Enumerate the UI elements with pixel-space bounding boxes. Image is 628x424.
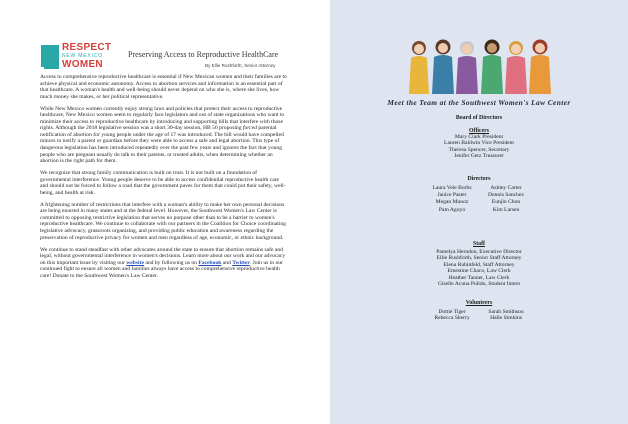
director-name: Eunjin Chon [491,199,521,206]
respect-nm-women-logo [40,42,116,74]
directors-heading: Directors [467,176,491,182]
logo-respect-text: RESPECT [62,42,112,53]
officer-name: Mary Clark President [454,134,504,140]
director-name: Pam Agoyo [438,206,466,213]
staff-member: Giselle Acuna Pulido, Student Intern [437,281,521,288]
website-link[interactable]: website [126,259,144,266]
volunteer-name: Dottie Tiger [438,309,466,315]
team-headline: Meet the Team at the Southwest Women's Law Center [387,98,571,107]
newsletter-right-page [330,0,628,424]
twitter-link[interactable]: Twitter [232,259,250,266]
officer-name: Theresa Spencer, Secretary [448,146,510,153]
officer-name: Lauren Baldwin Vice President [444,140,514,147]
director-name: Kim Larsen [492,206,520,213]
volunteers-section [330,300,628,322]
directors-section [330,176,628,214]
board-of-directors-heading: Board of Directors [455,115,503,121]
article-paragraph: A frightening number of restrictions that interfere with a woman's ability to make her own personal decisions are being enacted in many states and at the federal level. However, the Southwest Women's Law Center is committed to opposing restrictive legislation that serves no purpose other than to be a barrier to women's reproductive healthcare. We continue to collaborate with our partners in the Coalition for Choice coordinating legislative advocacy, grassroots organizing, and providing public education and awareness regarding the preservation of reproductive privacy for women and men regardless of age, economic, or ethnic background. [40,201,286,241]
staff-heading: Staff [473,241,485,247]
director-name: Janice Paster [437,192,467,199]
team-women-illustration [405,36,555,94]
volunteer-name: Halle Simkins [490,315,522,322]
article-paragraph: We continue to stand steadfast with other advocates around the state to ensure that abortion remains safe and legal, without governmental interference in women's decisions. Learn more about our work and our advocacy on this important issue by visiting our website and by following us on Facebook and Twitter. Join us in our continued fight to ensure all women and families always have access to comprehensive reproductive health care! Donate to the Southwest Women's Law Center. [40,246,286,279]
facebook-link[interactable]: Facebook [198,259,222,266]
logo-women-text: WOMEN [62,59,103,70]
officers-heading: Officers [469,128,489,134]
officers-section [330,128,628,160]
staff-member: Heather Tanner, Law Clerk [448,274,510,281]
director-name: Laura Vele Burbs [432,185,472,191]
new-mexico-state-icon [40,44,60,70]
staff-member: Ellie Rushforth, Senior Staff Attorney [436,255,522,262]
director-name: Ashley Carter [490,185,522,191]
staff-member: Pamelya Herndon, Executive Director [436,249,522,255]
volunteer-name: Sarah Smithson [488,309,524,315]
article-paragraph: We recognize that strong family communication is built on trust. It is not built on a foundation of governmental interference. Young people deserve to be able to access confidential reproductive health care and should not be forced to follow a road that the government paves for them that could put their safety, well-being, and health at risk. [40,170,286,196]
article-byline: By Ellie Rushforth, Senior Attorney [205,63,276,68]
officer-name: Jenifer Getz Treasurer [454,153,504,160]
logo-new-mexico-text: NEW MEXICO [62,53,103,59]
volunteers-heading: Volunteers [465,300,493,306]
article-paragraph: Access to comprehensive reproductive healthcare is essential if New Mexican women and their families are to achieve physical and economic autonomy. Access to abortion services and information is an essential part of that healthcare. A woman's health and well-being should never depend on who she is, where she lives, how much money she makes, or her political representative. [40,74,287,100]
volunteer-name: Rebecca Sherry [434,315,470,322]
director-name: Dennis Sanchez [488,192,524,199]
staff-member: Ernestine Chaco, Law Clerk [447,268,511,275]
staff-section [330,241,628,287]
director-name: Megan Munoz [435,199,469,206]
emphasis-forced: forced [242,125,258,132]
article-body [40,74,288,285]
article-title: Preserving Access to Reproductive HealthCare [128,50,279,59]
article-paragraph: While New Mexico women currently enjoy strong laws and policies that protect their access to reproductive healthcare, New Mexico women seem to regularly face legislators and out of state organizations who want to minimize their access to reproductive healthcare by introducing and supporting bills that interfere with those rights. Although the 2018 legislative session was a short 30-day session, HB 56 proposing forced parental notification of abortion for young people under the age of 17 was introduced. The bill would have compelled minors to notify a parent or guardian before they were able to access a safe and legal abortion. This type of dangerous legislation has been introduced repeatedly over the past few years and ignores the fact that young people who are pregnant usually do talk to their parents, or trusted adults, when determining whether an abortion is the right path for them. [40,105,285,165]
staff-member: Elena Rubinfeld, Staff Attorney [443,261,515,268]
